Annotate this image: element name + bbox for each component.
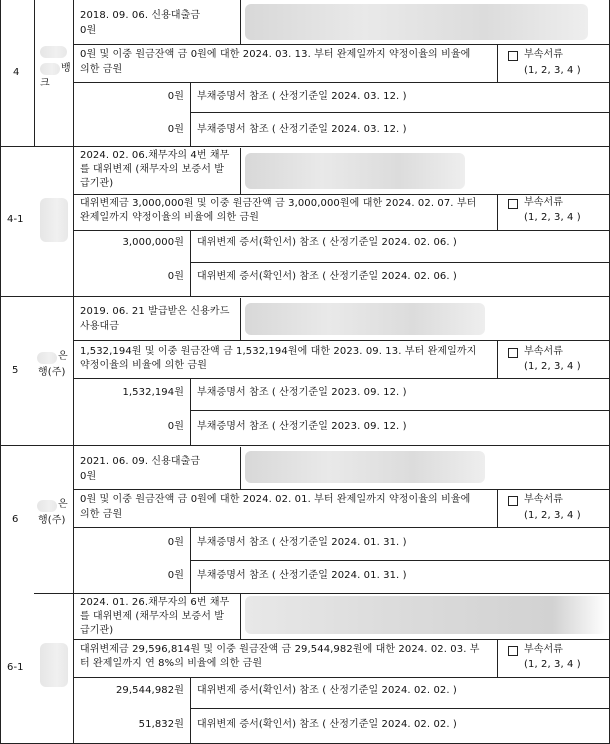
attachment-numbers: (1, 2, 3, 4 ) [524, 510, 581, 521]
creditor-name-fragment: 행(주) [38, 367, 66, 378]
interest-clause: 0원 및 이중 원금잔액 금 0원에 대한 2024. 03. 13. 부터 완제일까지 약정이율의 비율에 [80, 49, 471, 60]
section-number: 6-1 [7, 662, 24, 673]
section-number: 6 [12, 514, 19, 525]
amount: 0원 [167, 271, 184, 282]
attachment-checkbox[interactable] [508, 199, 518, 209]
amount: 0원 [167, 421, 184, 432]
attachment-checkbox[interactable] [508, 51, 518, 61]
interest-clause: 0원 및 이중 원금잔액 금 0원에 대한 2024. 02. 01. 부터 완제일까지 약정이율의 비율에 [80, 494, 471, 505]
redacted-creditor-name [40, 63, 60, 75]
redacted-creditor-name [40, 46, 67, 58]
attachment-numbers: (1, 2, 3, 4 ) [524, 659, 581, 670]
claim-description: 2018. 09. 06. 신용대출금 [80, 10, 201, 21]
amount: 0원 [167, 537, 184, 548]
amount: 29,544,982원 [115, 685, 184, 696]
amount: 51,832원 [138, 719, 184, 730]
attachment-label: 부속서류 [524, 644, 564, 655]
attachment-checkbox[interactable] [508, 496, 518, 506]
claim-description: 2019. 06. 21 발급받은 신용카드 [80, 306, 230, 317]
creditor-name-fragment: 은 [58, 499, 68, 510]
creditor-name-fragment: 크 [40, 78, 50, 89]
claim-description: 급기관) [80, 625, 114, 636]
interest-clause: 터 완제일까지 연 8%의 비율에 의한 금원 [80, 658, 263, 669]
interest-clause: 약정이율의 비율에 의한 금원 [80, 360, 207, 371]
claim-description: 0원 [80, 25, 97, 36]
section-number: 4-1 [7, 214, 24, 225]
claim-description: 를 대위변제 (채무자의 보증서 발 [80, 611, 224, 622]
section-number: 5 [12, 365, 19, 376]
attachment-label: 부속서류 [524, 494, 564, 505]
amount-note: 대위변제 증서(확인서) 참조 ( 산정기준일 2024. 02. 06. ) [197, 237, 457, 248]
claim-description: 0원 [80, 471, 97, 482]
creditor-name-fragment: 뱅 [61, 63, 71, 74]
claim-description: 2024. 02. 06.채무자의 4번 채무 [80, 150, 230, 161]
claim-description: 2024. 01. 26.채무자의 6번 채무 [80, 597, 230, 608]
section-number: 4 [13, 67, 20, 78]
interest-clause: 완제일까지 약정이율의 비율에 의한 금원 [80, 212, 260, 223]
attachment-numbers: (1, 2, 3, 4 ) [524, 65, 581, 76]
creditor-name-fragment: 행(주) [38, 515, 66, 526]
claim-description: 급기관) [80, 178, 114, 189]
creditor-name-fragment: 은 [58, 351, 68, 362]
redacted-detail [245, 596, 607, 634]
attachment-label: 부속서류 [524, 346, 564, 357]
amount-note: 부채증명서 참조 ( 산정기준일 2024. 03. 12. ) [197, 91, 407, 102]
claim-description: 사용대금 [80, 321, 120, 332]
interest-clause: 대위변제금 3,000,000원 및 이중 원금잔액 금 3,000,000원에 대한 2024. 02. 07. 부터 [80, 198, 477, 209]
redacted-creditor-name [40, 198, 68, 242]
claim-description: 2021. 06. 09. 신용대출금 [80, 456, 201, 467]
interest-clause: 1,532,194원 및 이중 원금잔액 금 1,532,194원에 대한 2023. 09. 13. 부터 완제일까지 [80, 346, 477, 357]
redacted-creditor-name [40, 643, 68, 687]
amount: 1,532,194원 [122, 387, 184, 398]
amount-note: 대위변제 증서(확인서) 참조 ( 산정기준일 2024. 02. 02. ) [197, 685, 457, 696]
interest-clause: 의한 금원 [80, 509, 123, 520]
attachment-numbers: (1, 2, 3, 4 ) [524, 361, 581, 372]
redacted-detail [245, 451, 485, 483]
interest-clause: 대위변제금 29,596,814원 및 이중 원금잔액 금 29,544,982원에 대한 2024. 02. 03. 부 [80, 644, 480, 655]
attachment-label: 부속서류 [524, 197, 564, 208]
amount-note: 부채증명서 참조 ( 산정기준일 2024. 03. 12. ) [197, 124, 407, 135]
interest-clause: 의한 금원 [80, 64, 123, 75]
amount-note: 부채증명서 참조 ( 산정기준일 2024. 01. 31. ) [197, 537, 407, 548]
amount-note: 대위변제 증서(확인서) 참조 ( 산정기준일 2024. 02. 02. ) [197, 719, 457, 730]
amount-note: 부채증명서 참조 ( 산정기준일 2023. 09. 12. ) [197, 387, 407, 398]
amount: 0원 [167, 124, 184, 135]
redacted-creditor-name [37, 352, 57, 364]
attachment-numbers: (1, 2, 3, 4 ) [524, 212, 581, 223]
amount: 0원 [167, 570, 184, 581]
amount-note: 대위변제 증서(확인서) 참조 ( 산정기준일 2024. 02. 06. ) [197, 271, 457, 282]
amount-note: 부채증명서 참조 ( 산정기준일 2023. 09. 12. ) [197, 421, 407, 432]
redacted-creditor-name [37, 500, 57, 512]
amount: 0원 [167, 91, 184, 102]
attachment-checkbox[interactable] [508, 646, 518, 656]
attachment-label: 부속서류 [524, 49, 564, 60]
attachment-checkbox[interactable] [508, 348, 518, 358]
redacted-detail [245, 4, 588, 40]
redacted-detail [245, 153, 465, 189]
amount-note: 부채증명서 참조 ( 산정기준일 2024. 01. 31. ) [197, 570, 407, 581]
redacted-detail [245, 303, 485, 335]
amount: 3,000,000원 [122, 237, 184, 248]
claim-description: 를 대위변제 (채무자의 보증서 발 [80, 164, 224, 175]
